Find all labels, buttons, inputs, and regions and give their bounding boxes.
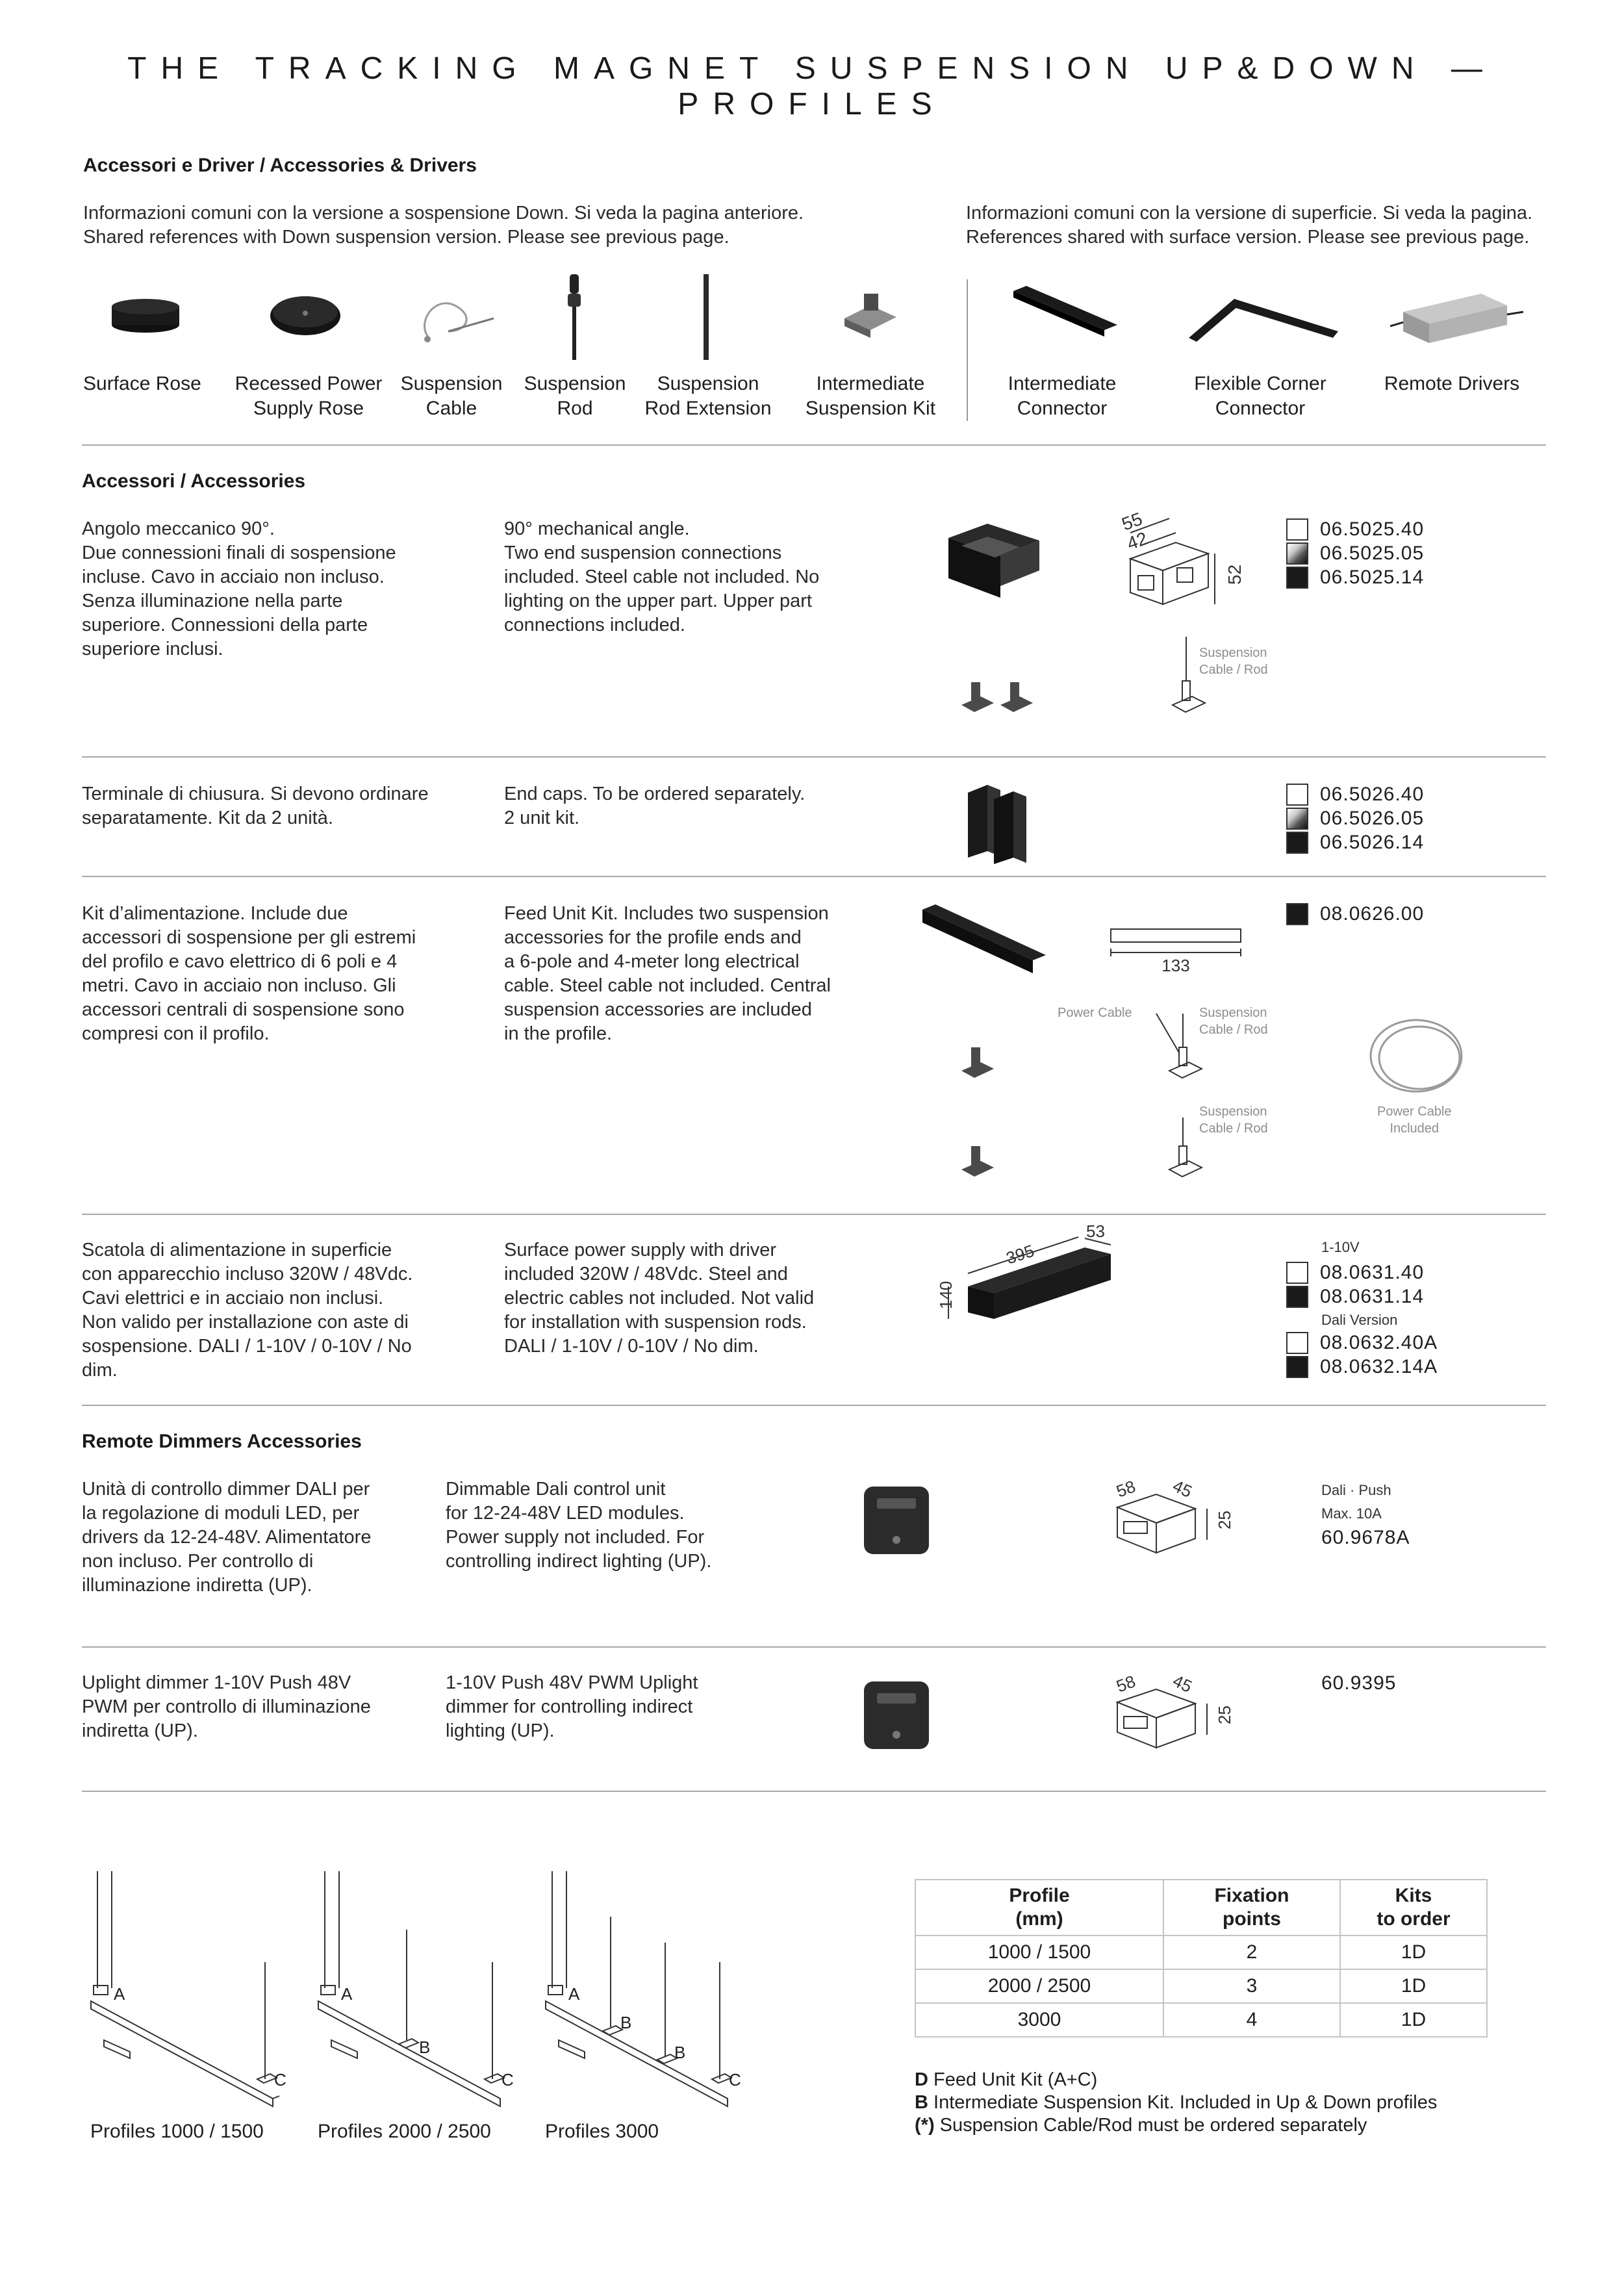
recessed-rose-image (270, 296, 340, 335)
table-cell: 1D (1340, 1969, 1487, 2003)
section-heading-accessories: Accessori / Accessories (82, 470, 306, 492)
black-finish-swatch (1286, 903, 1308, 925)
remote-driver-image (1390, 294, 1523, 343)
product-caption-suspension-rod: Suspension Rod (524, 373, 626, 419)
product-caption-suspension-cable: Suspension Cable (400, 373, 503, 419)
flexible-corner-connector-image (1189, 299, 1338, 342)
note-line: Informazioni comuni con la versione a sospensione Down. Si veda la pagina anteriore. (83, 203, 804, 224)
table-cell: 1D (1340, 2003, 1487, 2037)
endcap-description-it: Terminale di chiusura. Si devono ordinare separatamente. Kit da 2 unità. (82, 784, 429, 828)
dimmer-unit-image (864, 1681, 929, 1749)
diagram-label-c: C (501, 2070, 514, 2089)
endcap-description-en: End caps. To be ordered separately. 2 unit kit. (504, 784, 806, 828)
power-supply-codes-1-10v (1286, 1260, 1424, 1309)
note-line: Informazioni comuni con la versione di superficie. Si veda la pagina. (966, 203, 1533, 224)
diagram-label-a: A (568, 1984, 580, 2004)
product-code: 06.5025.05 (1320, 543, 1425, 564)
suspension-accessory-image (961, 1047, 994, 1177)
power-supply-codes-dali (1286, 1331, 1438, 1379)
dimmer-technical-drawing (1117, 1494, 1207, 1553)
table-header-row (915, 1880, 1487, 1935)
chrome-finish-swatch (1286, 543, 1308, 565)
feedkit-description-it: Kit d’alimentazione. Include due accessori di sospensione per gli estremi del profilo e cavo elettrico di 6 poli e 4 metri. Cavo in acciaio non incluso. Gli accessori centrali di sospensione sono compresi con il profilo. (82, 903, 416, 1044)
feed-unit-technical-drawing (1111, 929, 1241, 956)
product-code: 08.0626.00 (1320, 903, 1425, 925)
row-divider (82, 1646, 1546, 1648)
dim-52: 52 (1224, 564, 1245, 585)
dimmer-technical-drawing (1117, 1689, 1207, 1748)
page-title: THE TRACKING MAGNET SUSPENSION UP&DOWN — PROFILES (127, 51, 1497, 121)
power-cable-note: Power Cable (1058, 1006, 1132, 1020)
table-cell: 1D (1340, 1935, 1487, 1969)
product-code: 06.5025.40 (1320, 518, 1425, 540)
product-caption-surface-rose: Surface Rose (83, 373, 201, 394)
product-caption-intermediate-connector: Intermediate Connector (1008, 373, 1117, 419)
suspension-accessory-drawing (1156, 1014, 1202, 1177)
feedkit-description-en: Feed Unit Kit. Includes two suspension accessories for the profile ends and a 6-pole and 4-meter long electrical cable. Steel cable not included. Central suspension accessories are included in the profile. (504, 903, 831, 1044)
uplight-dimmer-description-en: 1-10V Push 48V PWM Uplight dimmer for controlling indirect lighting (UP). (446, 1672, 698, 1741)
diagram-label-b: B (419, 2038, 431, 2057)
dali-dimmer-description-it: Unità di controllo dimmer DALI per la regolazione di moduli LED, per drivers da 12-24-48V. Alimentatore non incluso. Per controllo di illuminazione indiretta (UP). (82, 1479, 372, 1596)
power-supply-description-en: Surface power supply with driver included 320W / 48Vdc. Steel and electric cables not included. Not valid for installation with suspension rods. DALI / 1-10V / 0-10V / No dim. (504, 1240, 815, 1357)
section-heading-accessories-drivers: Accessori e Driver / Accessories & Drivers (83, 155, 477, 176)
power-supply-description-it: Scatola di alimentazione in superficie con apparecchio incluso 320W / 48Vdc. Cavi elettrici e in acciaio non inclusi. Non valido per installazione con aste di sospensione. DALI / 1-10V / 0-10V / No dim. (82, 1240, 413, 1381)
suspension-connector-pair-image (961, 682, 1033, 712)
suspension-note: Suspension Cable / Rod (1199, 1105, 1268, 1136)
legend-item: (*) Suspension Cable/Rod must be ordered separately (915, 2115, 1367, 2136)
kits-table (915, 1879, 1488, 2038)
power-supply-drawing (922, 1221, 1156, 1371)
uplight-dimmer-description-it: Uplight dimmer 1-10V Push 48V PWM per controllo di illuminazione indiretta (UP). (82, 1672, 371, 1741)
intermediate-kit-image (844, 294, 896, 338)
table-row (915, 2003, 1487, 2037)
angle-codes (1286, 517, 1424, 589)
legend-item: B Intermediate Suspension Kit. Included in Up & Down profiles (915, 2092, 1438, 2113)
black-finish-swatch (1286, 1286, 1308, 1308)
table-cell: 4 (1163, 2003, 1340, 2037)
angle-drawings (935, 507, 1299, 734)
table-cell: 3 (1163, 1969, 1340, 2003)
feedkit-drawings (909, 897, 1494, 1195)
dim-53: 53 (1086, 1221, 1105, 1241)
dali-dimmer-specs (1321, 1479, 1410, 1550)
product-code: 06.5025.14 (1320, 567, 1425, 588)
product-code: 08.0631.40 (1320, 1262, 1425, 1283)
note-line: Shared references with Down suspension version. Please see previous page. (83, 227, 730, 248)
note-line: References shared with surface version. Please see previous page. (966, 227, 1530, 248)
diagram-caption: Profiles 2000 / 2500 (318, 2121, 491, 2142)
diagram-label-a: A (114, 1984, 125, 2004)
product-code: 06.5026.05 (1320, 808, 1425, 829)
diagram-label-b: B (620, 2013, 632, 2032)
section-divider (82, 444, 1546, 446)
diagram-label-a: A (341, 1984, 353, 2004)
product-code: 60.9395 (1321, 1672, 1397, 1694)
intermediate-connector-image (1013, 286, 1117, 337)
product-images-row (0, 260, 1624, 370)
white-finish-swatch (1286, 1262, 1308, 1284)
table-row (915, 1969, 1487, 2003)
product-caption-recessed-rose: Recessed Power Supply Rose (235, 373, 383, 419)
product-caption-rod-extension: Suspension Rod Extension (644, 373, 772, 419)
table-header: Fixation points (1163, 1880, 1340, 1935)
endcap-image (961, 773, 1065, 877)
feed-unit-image (922, 904, 1046, 973)
spec-label: Max. 10A (1321, 1505, 1382, 1522)
product-code: 08.0632.14A (1320, 1356, 1438, 1377)
suspension-cable-image (424, 303, 494, 342)
table-cell: 2000 / 2500 (915, 1969, 1163, 2003)
row-divider (82, 876, 1546, 877)
white-finish-swatch (1286, 784, 1308, 806)
table-header: Kits to order (1340, 1880, 1487, 1935)
white-finish-swatch (1286, 1332, 1308, 1354)
white-finish-swatch (1286, 518, 1308, 541)
section-heading-remote-dimmers: Remote Dimmers Accessories (82, 1431, 362, 1452)
dali-dimmer-drawings (851, 1468, 1267, 1572)
uplight-dimmer-drawings (851, 1663, 1267, 1767)
endcap-codes (1286, 782, 1424, 854)
black-finish-swatch (1286, 832, 1308, 854)
dimmer-unit-image (864, 1487, 929, 1554)
suspension-note: Suspension Cable / Rod (1199, 646, 1268, 677)
suspension-rod-image (568, 274, 581, 360)
shared-surface-note (966, 201, 1532, 249)
product-caption-intermediate-kit: Intermediate Suspension Kit (805, 373, 936, 419)
diagram-caption: Profiles 3000 (545, 2121, 659, 2142)
diagram-caption: Profiles 1000 / 1500 (90, 2121, 264, 2142)
dim-45: 45 (1169, 1476, 1195, 1501)
chrome-finish-swatch (1286, 808, 1308, 830)
variant-label: 1-10V (1321, 1239, 1360, 1255)
diagram-label-c: C (274, 2070, 286, 2089)
diagram-label-c: C (729, 2070, 741, 2089)
section-divider (82, 1405, 1546, 1406)
table-cell: 2 (1163, 1935, 1340, 1969)
dim-58: 58 (1113, 1671, 1138, 1696)
table-cell: 1000 / 1500 (915, 1935, 1163, 1969)
product-code: 60.9678A (1321, 1527, 1410, 1548)
dim-133: 133 (1161, 956, 1190, 975)
dim-140: 140 (936, 1281, 956, 1309)
power-supply-codes (1321, 1238, 1360, 1257)
dim-45: 45 (1169, 1670, 1195, 1696)
row-divider (82, 756, 1546, 758)
product-caption-remote-drivers: Remote Drivers (1384, 373, 1520, 394)
dim-55: 55 (1119, 508, 1145, 535)
angle-description-it: Angolo meccanico 90°. Due connessioni finali di sospensione incluse. Cavo in acciaio non incluso. Senza illuminazione nella parte superiore. Connessioni della parte superiore inclusi. (82, 518, 396, 659)
dim-42: 42 (1124, 528, 1150, 554)
dim-25: 25 (1215, 1706, 1234, 1724)
angle-description-en: 90° mechanical angle. Two end suspension connections included. Steel cable not included. No lighting on the upper part. Upper part connections included. (504, 518, 820, 635)
surface-rose-image (112, 299, 179, 333)
power-cable-coil-image (1371, 1020, 1462, 1092)
dim-395: 395 (1004, 1240, 1037, 1268)
variant-label: Dali Version (1321, 1312, 1398, 1328)
black-finish-swatch (1286, 1356, 1308, 1378)
shared-down-note (83, 201, 804, 249)
dim-58: 58 (1113, 1476, 1138, 1501)
angle-connector-image (948, 524, 1039, 598)
power-cable-included-note: Power Cable Included (1377, 1105, 1452, 1136)
product-code: 06.5026.40 (1320, 784, 1425, 805)
black-finish-swatch (1286, 567, 1308, 589)
table-cell: 3000 (915, 2003, 1163, 2037)
feedkit-codes (1286, 902, 1424, 926)
row-divider (82, 1214, 1546, 1215)
installation-diagrams (65, 1858, 818, 2118)
product-code: 06.5026.14 (1320, 832, 1425, 853)
table-row (915, 1935, 1487, 1969)
diagram-label-b: B (674, 2043, 686, 2062)
rod-extension-image (704, 274, 709, 360)
product-caption-flexible-corner: Flexible Corner Connector (1194, 373, 1326, 419)
dali-dimmer-description-en: Dimmable Dali control unit for 12-24-48V LED modules. Power supply not included. For controlling indirect lighting (UP). (446, 1479, 712, 1572)
product-code: 08.0632.40A (1320, 1332, 1438, 1353)
spec-label: Dali · Push (1321, 1482, 1391, 1498)
legend (915, 2069, 1437, 2137)
table-header: Profile (mm) (915, 1880, 1163, 1935)
dim-25: 25 (1215, 1511, 1234, 1529)
legend-item: D Feed Unit Kit (A+C) (915, 2069, 1098, 2090)
product-code: 08.0631.14 (1320, 1286, 1425, 1307)
suspension-note: Suspension Cable / Rod (1199, 1006, 1268, 1037)
section-divider (82, 1791, 1546, 1792)
